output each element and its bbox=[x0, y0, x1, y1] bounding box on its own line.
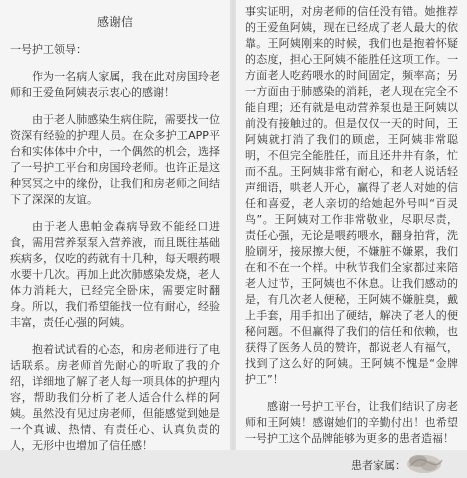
paragraph-care-needs: 由于老人患帕金森病导致不能经口进食，需用营养泵泵入营养液，而且既往基础疾病多，仅吃的药就有十几种，每天喂药喂水要十几次。再加上此次肺感染发烧，老人体力消耗大，已经完全卧床，需要定时翻身。所以，我们希望能找一位有耐心，经验丰富，责任心强的阿姨。 bbox=[10, 220, 220, 329]
right-page bbox=[236, 0, 467, 472]
left-page bbox=[0, 0, 230, 450]
letter-title: 感谢信 bbox=[96, 15, 133, 29]
signature-label: 患者家属： bbox=[351, 459, 406, 472]
paragraph-background: 由于老人肺感染生病住院，需要找一位资深有经验的护理人员。在众多护工APP平台和实体体中介中，一个偶然的机会，选择了一号护工平台和房国玲老师。也许正是这种冥冥之中的缘份，让我们和房老师之间结下了深深的友谊。 bbox=[10, 113, 220, 206]
signature-line bbox=[245, 458, 458, 474]
letter-salutation: 一号护工领导： bbox=[10, 43, 87, 56]
paragraph-closing-thanks: 感谢一号护工平台，让我们结识了房老师和王阿姨！感谢她们的辛勤付出！也希望一号护工这个品牌能够为更多的患者造福！ bbox=[245, 400, 458, 445]
paragraph-first-contact: 抱着试试看的心态，和房老师进行了电话联系。房老师首先耐心的听取了我的介绍，详细地了解了老人每一项具体的护理内容，帮助我们分析了老人适合什么样的阿姨。虽然没有见过房老师，但能感觉到她是一个真诚、热情、有责任心、认真负责的人，无形中也增加了信任感！ bbox=[10, 343, 220, 452]
paragraph-opening: 作为一名病人家属，我在此对房国玲老师和王爱鱼阿姨表示衷心的感谢！ bbox=[10, 70, 220, 99]
paragraph-caregiver-praise: 事实证明，对房老师的信任没有错。她推荐的王爱鱼阿姨，现在已经成了老人最大的依靠。王阿姨刚来的时候，我们也是抱着怀疑的态度，担心王阿姨不能胜任这项工作。一方面老人吃药喂水的时间固定，频率高；另一方面由于肺感染的消耗，老人现在完全不能自理；还有就是电动营养泵也是王阿姨以前没有接触过的。但是仅仅一天的时间，王阿姨就打消了我们的顾虑，王阿姨非常聪明，不但完全能胜任，而且还井井有条，忙而不乱。王阿姨非常有耐心，和老人说话轻声细语，哄老人开心，赢得了老人对她的信任和喜爱，老人亲切的给她起外号叫“百灵鸟”。王阿姨对工作非常敬业，尽职尽责，责任心强，无论是喂药喂水，翻身拍背，洗脸刷牙，接尿擦大便，不嫌脏不嫌累，我们在和不在一个样。中秋节我们全家都过来陪老人过节，王阿姨也不休息。让我们感动的是，有几次老人便秘，王阿姨不嫌脏臭，戴上手套，用手扣出了硬结，解决了老人的便秘问题。不但赢得了我们的信任和依赖，也获得了医务人员的赞许，都说老人有福气，找到了这么好的阿姨。王阿姨不愧是“金牌护工”！ bbox=[245, 5, 458, 386]
signature-smudge-image bbox=[402, 448, 446, 478]
